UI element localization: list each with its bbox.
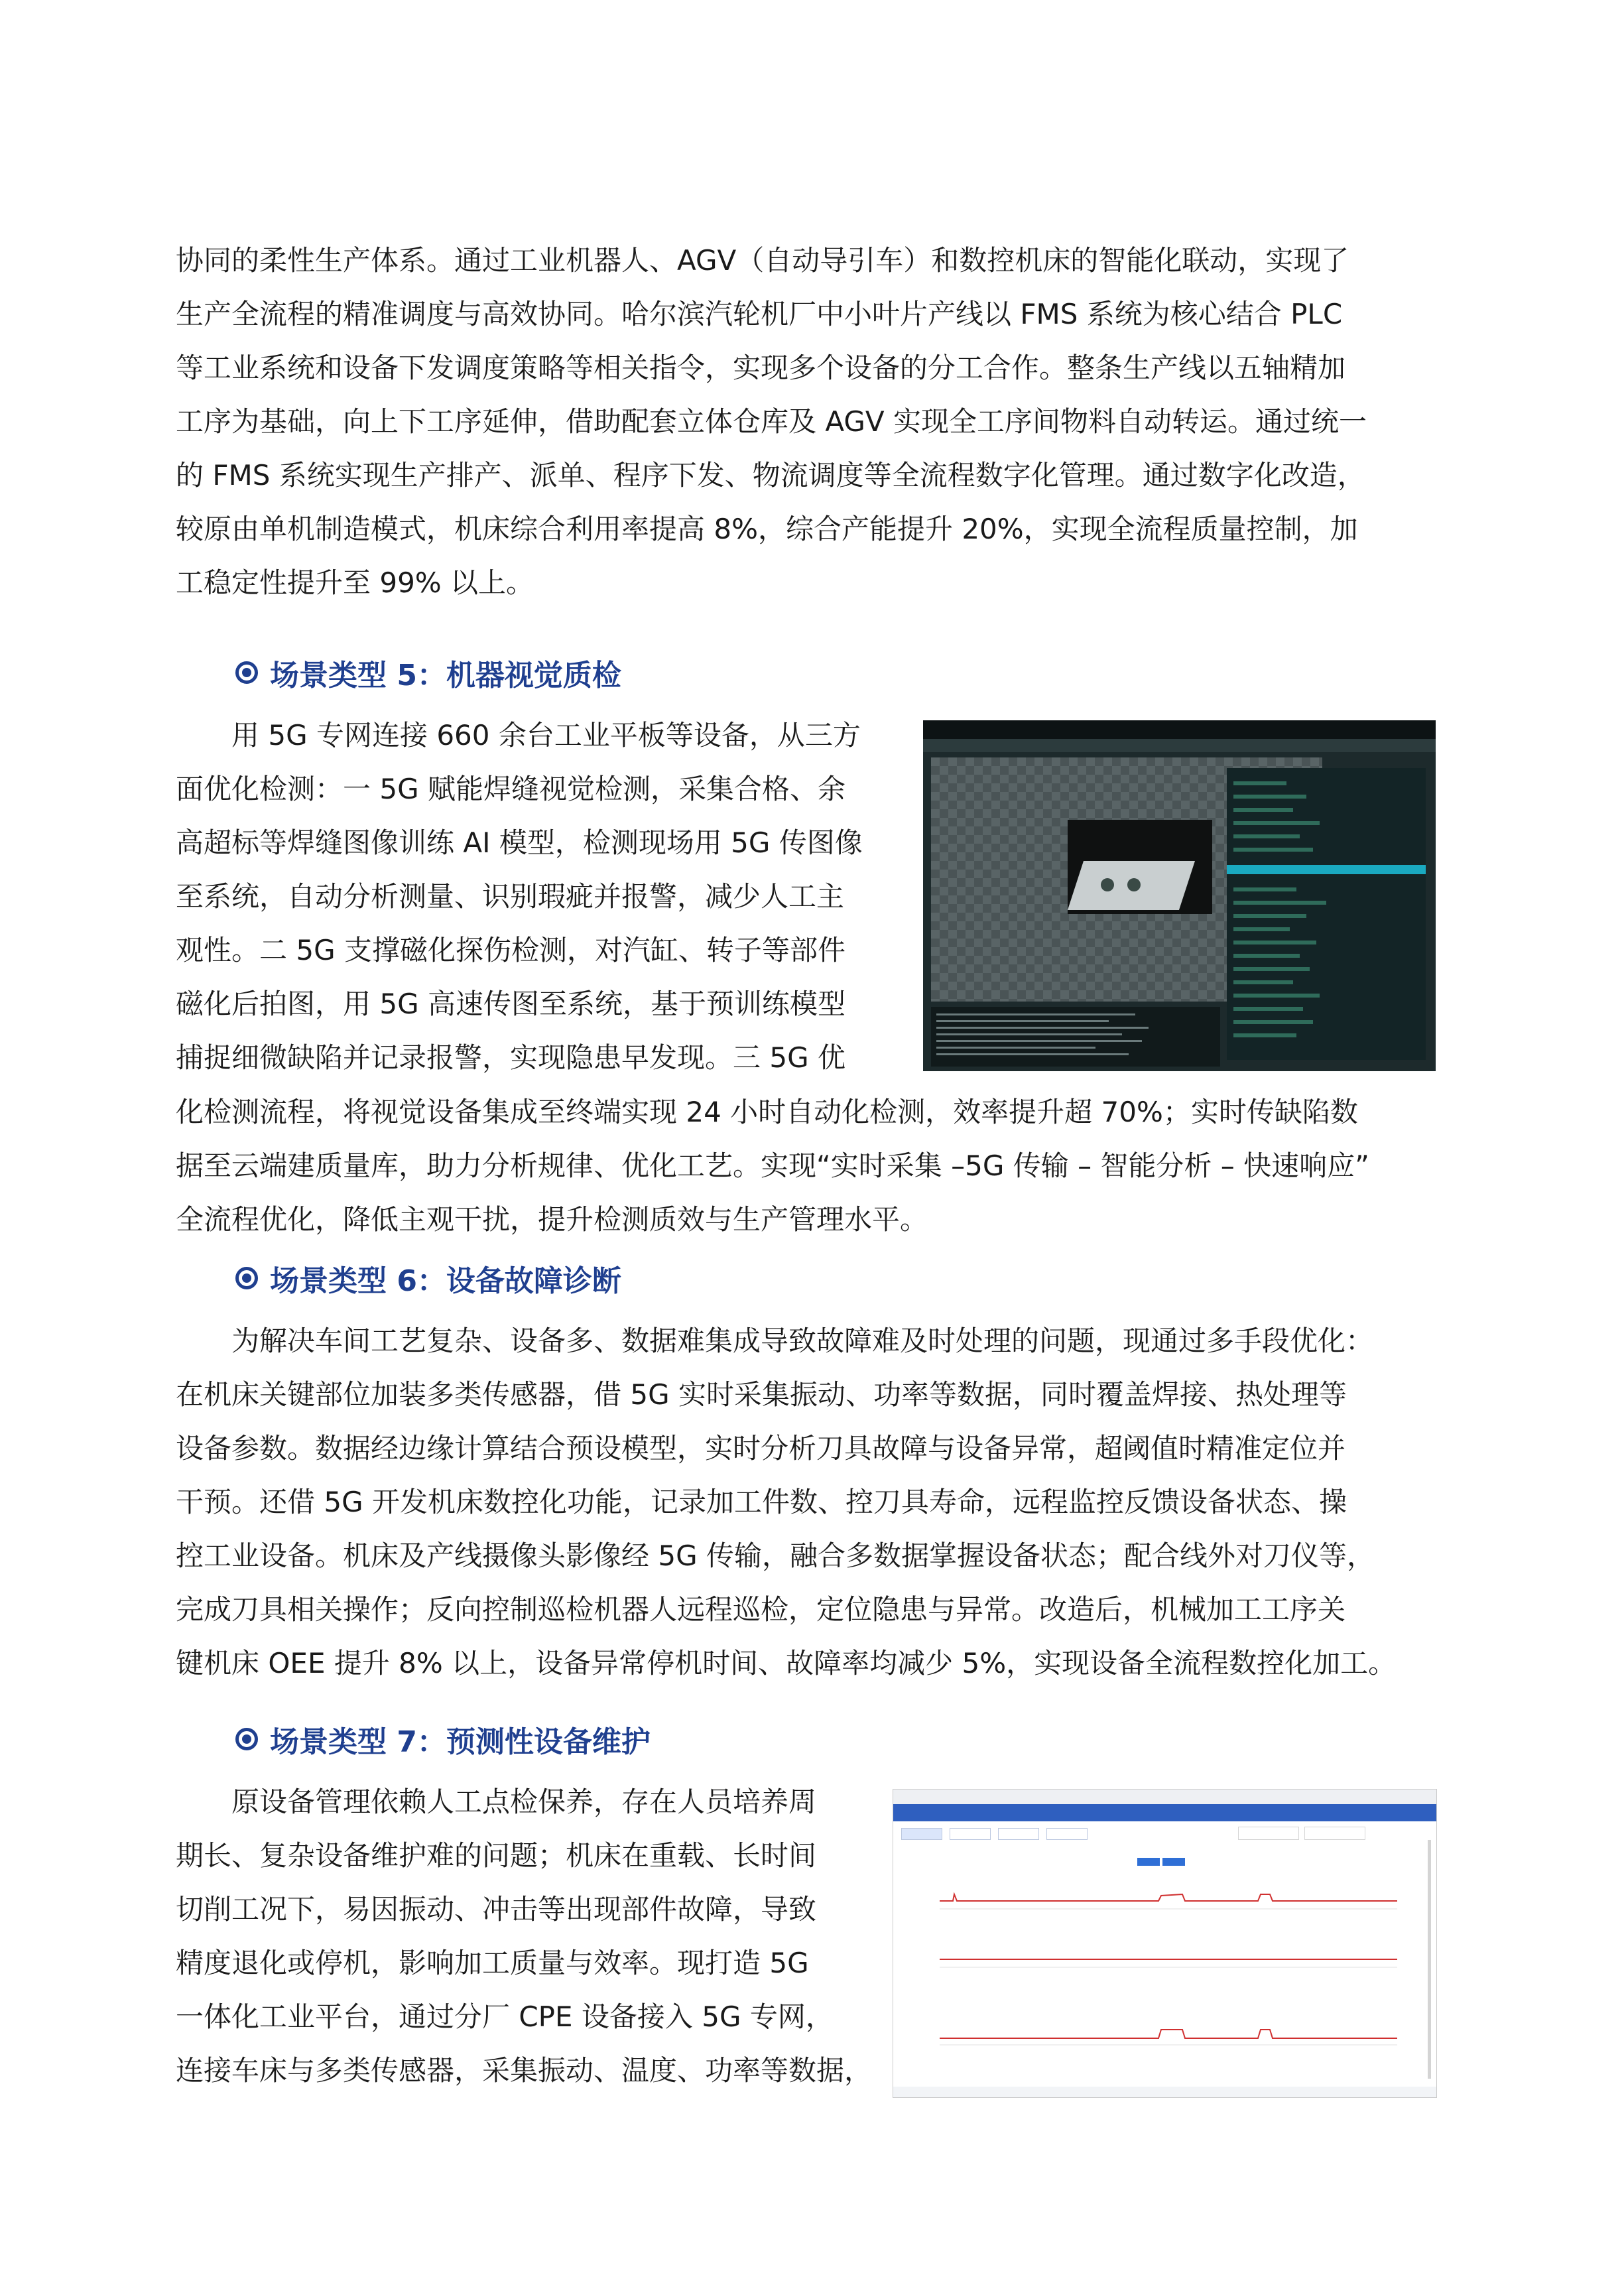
intro-paragraph bbox=[176, 233, 1436, 610]
text-line: 的 FMS 系统实现生产排产、派单、程序下发、物流调度等全流程数字化管理。通过数字化改造， bbox=[176, 459, 1365, 491]
text-line: 较原由单机制造模式，机床综合利用率提高 8%，综合产能提升 20%，实现全流程质量控制，加 bbox=[176, 513, 1358, 545]
tree-row bbox=[1233, 994, 1320, 998]
window-menubar bbox=[923, 739, 1436, 752]
section5-wrapped-text bbox=[176, 708, 899, 1084]
text-line: 连接车床与多类传感器，采集振动、温度、功率等数据， bbox=[176, 2054, 873, 2087]
tree-panel bbox=[1227, 768, 1426, 1060]
trend-line bbox=[940, 2030, 1397, 2038]
tree-row bbox=[1233, 795, 1306, 799]
text-line: 完成刀具相关操作；反向控制巡检机器人远程巡检，定位隐患与异常。改造后，机械加工工序关 bbox=[176, 1593, 1346, 1626]
tree-row bbox=[1233, 901, 1326, 905]
text-line: 干预。还借 5G 开发机床数控化功能，记录加工件数、控刀具寿命，远程监控反馈设备状态、操 bbox=[176, 1486, 1347, 1518]
text-line: 等工业系统和设备下发调度策略等相关指令，实现多个设备的分工合作。整条生产线以五轴精加 bbox=[176, 352, 1346, 384]
text-line: 在机床关键部位加装多类传感器，借 5G 实时采集振动、功率等数据，同时覆盖焊接、热处理等 bbox=[176, 1378, 1347, 1411]
text-line: 协同的柔性生产体系。通过工业机器人、AGV（自动导引车）和数控机床的智能化联动，实现了 bbox=[176, 244, 1349, 277]
monitoring-dashboard-screenshot bbox=[893, 1789, 1437, 2098]
text-line: 工稳定性提升至 99% 以上。 bbox=[176, 566, 534, 599]
heading-text: 场景类型 5：机器视觉质检 bbox=[270, 659, 621, 692]
part-hole bbox=[1127, 878, 1141, 891]
text-line: 全流程优化，降低主观干扰，提升检测质效与生产管理水平。 bbox=[176, 1203, 928, 1236]
tree-row bbox=[1233, 1020, 1313, 1024]
tree-row bbox=[1233, 967, 1310, 971]
section7-wrapped-text bbox=[176, 1775, 872, 2097]
text-line: 设备参数。数据经边缘计算结合预设模型，实时分析刀具故障与设备异常，超阈值时精准定位并 bbox=[176, 1432, 1346, 1465]
tree-row bbox=[1233, 808, 1293, 812]
tree-row bbox=[1233, 821, 1320, 825]
text-line: 控工业设备。机床及产线摄像头影像经 5G 传输，融合多数据掌握设备状态；配合线外对刀仪等， bbox=[176, 1539, 1375, 1572]
heading-text: 场景类型 7：预测性设备维护 bbox=[270, 1725, 651, 1759]
tree-row bbox=[1233, 1033, 1296, 1037]
section5-full-text bbox=[176, 1085, 1436, 1246]
text-line: 键机床 OEE 提升 8% 以上，设备异常停机时间、故障率均减少 5%，实现设备全流程数控化加工。 bbox=[176, 1647, 1397, 1679]
section-heading-7 bbox=[235, 1718, 651, 1760]
part-hole bbox=[1101, 878, 1114, 891]
text-line: 面优化检测：一 5G 赋能焊缝视觉检测，采集合格、余 bbox=[176, 773, 845, 805]
taskbar bbox=[893, 2087, 1436, 2097]
tree-row bbox=[1233, 1007, 1303, 1011]
text-line: 为解决车间工艺复杂、设备多、数据难集成导致故障难及时处理的问题，现通过多手段优化： bbox=[231, 1325, 1374, 1357]
log-row bbox=[936, 1033, 1122, 1035]
window-titlebar bbox=[923, 720, 1436, 739]
log-row bbox=[936, 1013, 1135, 1015]
text-line: 磁化后拍图，用 5G 高速传图至系统，基于预训练模型 bbox=[176, 988, 845, 1020]
text-line: 切削工况下，易因振动、冲击等出现部件故障，导致 bbox=[176, 1893, 817, 1925]
section6-text bbox=[176, 1314, 1436, 1690]
log-row bbox=[936, 1040, 1142, 1042]
text-line: 一体化工业平台，通过分厂 CPE 设备接入 5G 专网， bbox=[176, 2000, 834, 2033]
text-line: 工序为基础，向上下工序延伸，借助配套立体仓库及 AGV 实现全工序间物料自动转运。通过统一 bbox=[176, 405, 1367, 438]
tree-selected-row bbox=[1227, 865, 1426, 874]
section-heading-5 bbox=[235, 651, 621, 694]
chart-panel-3 bbox=[940, 2030, 1397, 2045]
circle-bullet-icon bbox=[235, 1267, 258, 1289]
text-line: 用 5G 专网连接 660 余台工业平板等设备，从三方 bbox=[231, 719, 861, 751]
tree-row bbox=[1233, 941, 1316, 944]
log-row bbox=[936, 1020, 1109, 1022]
log-row bbox=[936, 1027, 1149, 1029]
text-line: 生产全流程的精准调度与高效协同。哈尔滨汽轮机厂中小叶片产线以 FMS 系统为核心结合 PLC bbox=[176, 298, 1343, 330]
text-line: 精度退化或停机，影响加工质量与效率。现打造 5G bbox=[176, 1947, 809, 1979]
log-row bbox=[936, 1047, 1095, 1049]
circle-bullet-icon bbox=[235, 661, 258, 684]
log-row bbox=[936, 1053, 1129, 1055]
circle-bullet-icon bbox=[235, 1728, 258, 1750]
text-line: 捕捉细微缺陷并记录报警，实现隐患早发现。三 5G 优 bbox=[176, 1041, 845, 1074]
text-line: 观性。二 5G 支撑磁化探伤检测，对汽缸、转子等部件 bbox=[176, 934, 845, 966]
text-line: 期长、复杂设备维护难的问题；机床在重载、长时间 bbox=[176, 1839, 817, 1872]
machine-vision-screenshot bbox=[923, 720, 1436, 1071]
text-line: 原设备管理依赖人工点检保养，存在人员培养周 bbox=[231, 1786, 817, 1818]
tree-row bbox=[1233, 980, 1293, 984]
tree-row bbox=[1233, 954, 1300, 958]
text-line: 至系统，自动分析测量、识别瑕疵并报警，减少人工主 bbox=[176, 880, 845, 913]
chart-panel-1 bbox=[940, 1894, 1397, 1909]
tree-row bbox=[1233, 927, 1290, 931]
tree-row bbox=[1233, 887, 1296, 891]
text-line: 据至云端建质量库，助力分析规律、优化工艺。实现“实时采集 –5G 传输 – 智能分析 – 快速响应” bbox=[176, 1149, 1369, 1182]
chart-panel-2 bbox=[940, 1959, 1397, 1967]
trend-charts bbox=[893, 1790, 1436, 2097]
text-line: 高超标等焊缝图像训练 AI 模型，检测现场用 5G 传图像 bbox=[176, 826, 863, 859]
tree-row bbox=[1233, 914, 1306, 918]
log-panel bbox=[931, 1007, 1220, 1067]
tree-row bbox=[1233, 834, 1300, 838]
tree-row bbox=[1233, 848, 1313, 852]
trend-line bbox=[940, 1894, 1397, 1901]
tree-row bbox=[1233, 781, 1286, 785]
text-line: 化检测流程，将视觉设备集成至终端实现 24 小时自动化检测，效率提升超 70%；实时传缺陷数 bbox=[176, 1096, 1358, 1128]
section-heading-6 bbox=[235, 1257, 621, 1299]
heading-text: 场景类型 6：设备故障诊断 bbox=[270, 1264, 621, 1298]
